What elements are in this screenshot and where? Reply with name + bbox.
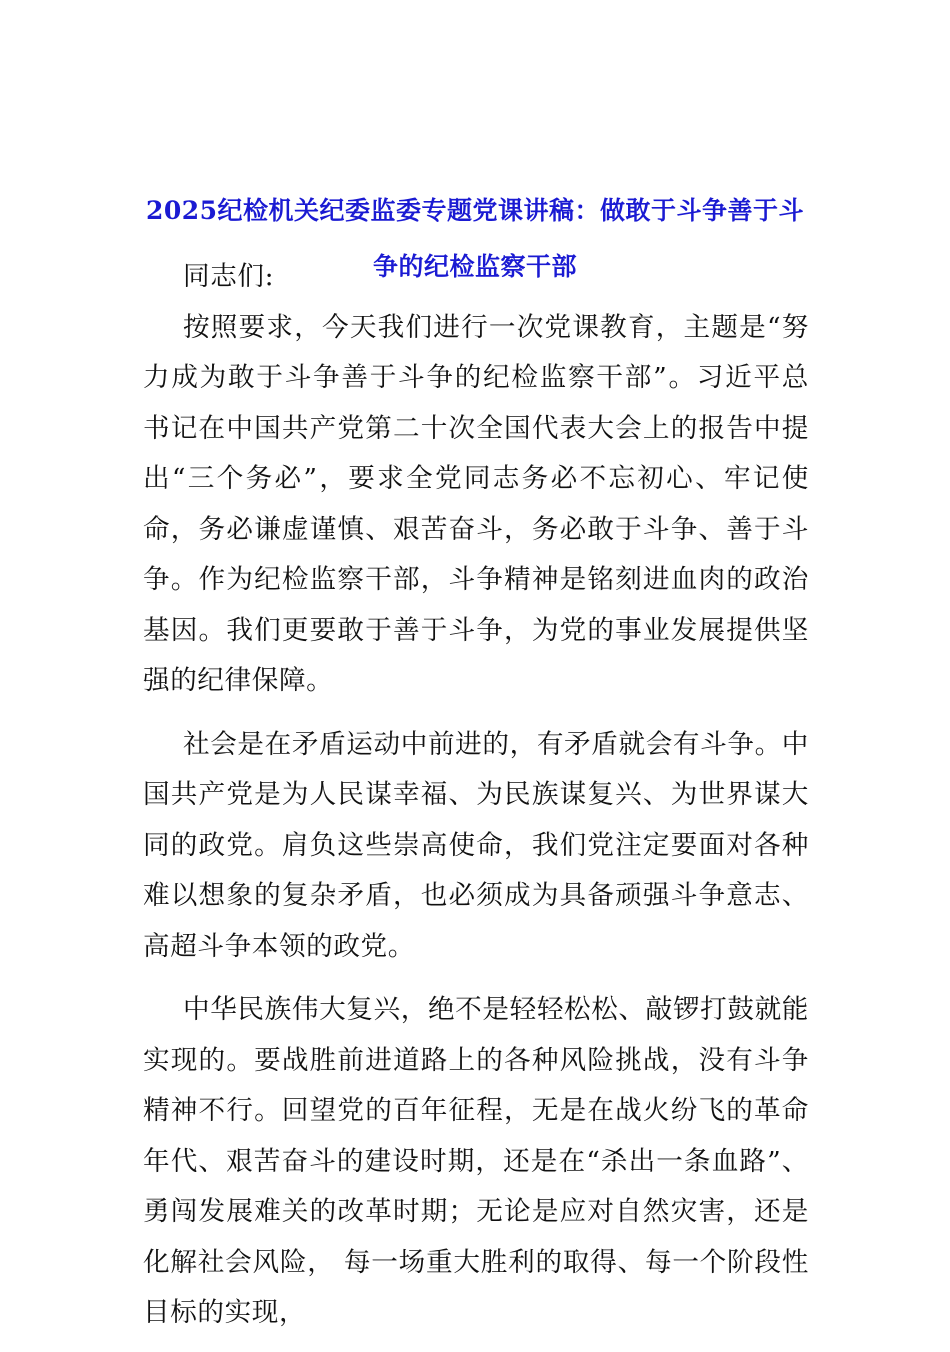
title-line-2: 争的纪检监察干部 — [372, 252, 577, 281]
title-line-1: 2025纪检机关纪委监委专题党课讲稿：做敢于斗争善于斗 — [145, 196, 805, 225]
paragraph-1: 按照要求，今天我们进行一次党课教育，主题是“努力成为敢于斗争善于斗争的纪检监察干部”。习近平总书记在中国共产党第二十次全国代表大会上的报告中提出“三个务必”，要求全党同志务必不忘初心、牢记使命，务必谦虚谨慎、艰苦奋斗，务必敢于斗争、善于斗争。作为纪检监察干部，斗争精神是铭刻进血肉的政治基因。我们更要敢于善于斗争，为党的事业发展提供坚强的纪律保障。 — [143, 311, 809, 696]
document-body — [143, 252, 809, 1352]
paragraph-2: 社会是在矛盾运动中前进的，有矛盾就会有斗争。中国共产党是为人民谋幸福、为民族谋复兴、为世界谋大同的政党。肩负这些崇高使命，我们党注定要面对各种难以想象的复杂矛盾，也必须成为具备顽强斗争意志、高超斗争本领的政党。 — [143, 728, 809, 962]
paragraph-3: 中华民族伟大复兴，绝不是轻轻松松、敲锣打鼓就能实现的。要战胜前进道路上的各种风险挑战，没有斗争精神不行。回望党的百年征程，无是在战火纷飞的革命年代、艰苦奋斗的建设时期，还是在“杀出一条血路”、勇闯发展难关的改革时期；无论是应对自然灾害，还是化解社会风险， 每一场重大胜利的取得、每一个阶段性目标的实现， — [143, 994, 809, 1328]
salutation: 同志们: — [183, 261, 275, 292]
